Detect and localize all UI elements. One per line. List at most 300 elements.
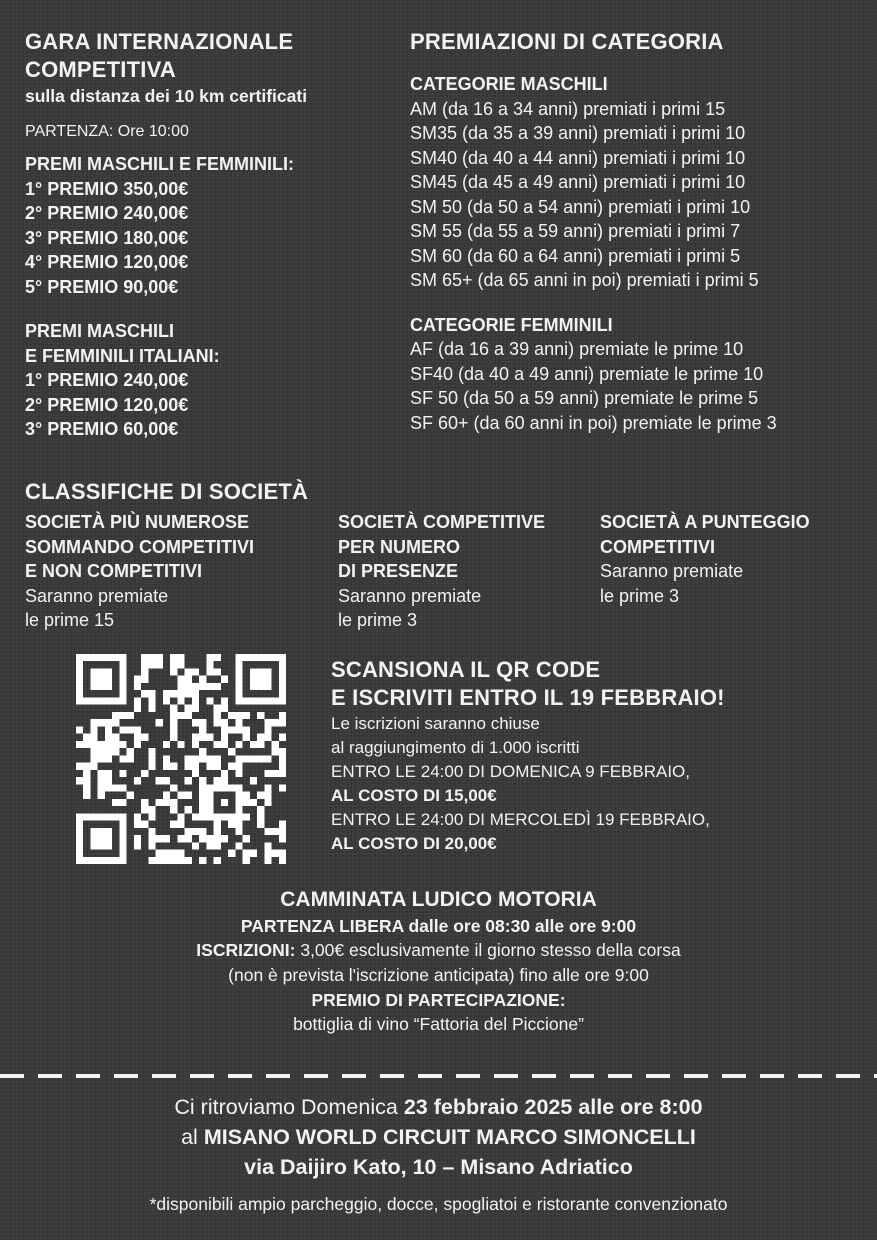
qr-module [250,777,257,784]
qr-module [272,654,279,661]
qr-module [257,676,264,683]
qr-module [76,763,83,770]
qr-module [228,850,235,857]
qr-module [163,741,170,748]
qr-module [221,697,228,704]
qr-module [90,813,97,820]
qr-module [105,676,112,683]
qr-module [134,683,141,690]
qr-module [83,792,90,799]
qr-module [119,668,126,675]
qr-module [250,697,257,704]
premi-mf-item: 2° PREMIO 240,00€ [25,203,189,223]
qr-module [272,850,279,857]
qr-module [163,835,170,842]
qr-module [98,697,105,704]
qr-module [177,741,184,748]
qr-module [134,705,141,712]
qr-module [170,690,177,697]
qr-module [112,857,119,864]
qr-module [221,726,228,733]
qr-module [279,755,286,762]
qr-module [264,784,271,791]
qr-module [119,784,126,791]
qr-module [279,683,286,690]
qr-module [90,668,97,675]
qr-module [156,850,163,857]
qr-module [112,654,119,661]
qr-module [279,850,286,857]
qr-module [90,697,97,704]
qr-module [192,734,199,741]
qr-module [83,734,90,741]
qr-module [235,697,242,704]
qr-module [199,726,206,733]
qr-module [206,806,213,813]
qr-module [192,697,199,704]
qr-module [177,712,184,719]
qr-module [264,734,271,741]
qr-module [119,828,126,835]
qr-module [98,857,105,864]
qr-module [141,654,148,661]
qr-module [141,821,148,828]
camminata-iscrizioni-note: (non è prevista l'iscrizione anticipata) fino alle ore 9:00 [228,965,649,985]
qr-module [98,748,105,755]
qr-module [177,835,184,842]
qr-module [98,741,105,748]
qr-module [206,842,213,849]
qr-module [214,719,221,726]
qr-module [148,755,155,762]
qr-module [206,654,213,661]
qr-module [199,683,206,690]
qr-module [243,734,250,741]
societa-col-numerose [25,510,254,633]
qr-module [98,683,105,690]
qr-module [105,770,112,777]
qr-module [192,770,199,777]
qr-module [134,741,141,748]
qr-module [228,748,235,755]
qr-module [119,857,126,864]
qr-module [206,755,213,762]
premi-mf-item: 3° PREMIO 180,00€ [25,227,189,248]
qr-module [272,719,279,726]
qr-module [257,755,264,762]
qr-module [221,784,228,791]
qr-module [243,697,250,704]
qr-module [185,763,192,770]
qr-module [185,806,192,813]
qr-module [221,734,228,741]
qr-module [163,697,170,704]
qr-module [134,835,141,842]
qr-module [243,726,250,733]
qr-module [134,842,141,849]
qr-module [214,821,221,828]
qr-module [235,661,242,668]
qr-module [76,835,83,842]
qr-module [235,719,242,726]
qr-module [221,835,228,842]
qr-module [199,799,206,806]
qr-module [199,719,206,726]
gara-section [25,28,395,442]
qr-module [250,799,257,806]
qr-module [264,654,271,661]
qr-module [76,777,83,784]
qr-module [214,813,221,820]
societa-heading: E NON COMPETITIVI [25,561,203,581]
qr-module [177,697,184,704]
footer-date [0,1092,877,1122]
qr-module [185,668,192,675]
qr-module [199,813,206,820]
qr-module [243,654,250,661]
qr-module [127,726,134,733]
qr-module [264,799,271,806]
qr-module [156,835,163,842]
qr-module [141,676,148,683]
camminata-premio-title: PREMIO DI PARTECIPAZIONE: [311,990,566,1010]
qr-module [279,668,286,675]
qr-module [105,857,112,864]
premi-it-title-line2: E FEMMINILI ITALIANI: [25,345,220,366]
qr-module [105,777,112,784]
societa-heading: COMPETITIVI [600,536,716,557]
qr-module [185,828,192,835]
qr-module [235,755,242,762]
gara-title-line1: GARA INTERNAZIONALE [25,29,294,54]
qr-module [148,654,155,661]
qr-module [257,792,264,799]
qr-module [156,799,163,806]
societa-heading: SOMMANDO COMPETITIVI [25,536,254,557]
societa-col-punteggio [600,510,810,608]
qr-module [119,676,126,683]
qr-module [228,821,235,828]
qr-module [127,748,134,755]
qr-module [257,806,264,813]
qr-module [98,719,105,726]
qr-module [98,654,105,661]
qr-module [221,799,228,806]
qr-module [76,726,83,733]
qr-module [170,668,177,675]
qr-module [83,857,90,864]
qr-module [279,690,286,697]
qr-module [170,654,177,661]
qr-module [148,857,155,864]
qr-module [98,842,105,849]
qr-module [257,712,264,719]
qr-module [163,792,170,799]
camminata-section [0,886,877,1037]
qr-module [243,835,250,842]
qr-module [90,857,97,864]
qr-module [148,690,155,697]
qr-module [170,821,177,828]
qr-module [243,813,250,820]
qr-module [170,661,177,668]
qr-module [199,777,206,784]
qr-module [141,661,148,668]
iscrizione-line: Le iscrizioni saranno chiuse [331,714,540,733]
qr-module [134,676,141,683]
premiazioni-section [410,28,870,435]
qr-module [257,734,264,741]
qr-module [163,690,170,697]
qr-module [235,676,242,683]
qr-module [105,755,112,762]
maschili-item: SM 55 (da 55 a 59 anni) premiati i primi 7 [410,221,741,241]
qr-module [214,683,221,690]
qr-module [214,755,221,762]
qr-module [83,741,90,748]
qr-module [83,784,90,791]
qr-module [170,784,177,791]
qr-module [170,799,177,806]
qr-module [141,734,148,741]
societa-heading: DI PRESENZE [338,561,459,581]
qr-module [98,676,105,683]
societa-section [25,478,865,630]
qr-module [76,828,83,835]
qr-module [105,828,112,835]
femminili-item: SF 60+ (da 60 anni in poi) premiate le prime 3 [410,412,777,433]
qr-module [105,741,112,748]
qr-module [264,792,271,799]
qr-module [264,842,271,849]
maschili-item: AM (da 16 a 34 anni) premiati i primi 15 [410,98,726,119]
qr-module [228,763,235,770]
qr-module [90,842,97,849]
qr-module [76,676,83,683]
qr-module [235,821,242,828]
societa-heading: PER NUMERO [338,536,461,557]
qr-module [98,755,105,762]
qr-module [119,770,126,777]
footer-section [0,1092,877,1216]
qr-module [127,792,134,799]
footer-date-value: 23 febbraio 2025 alle ore 8:00 [403,1095,703,1119]
societa-text: le prime 3 [600,585,680,606]
qr-module [279,712,286,719]
qr-module [199,748,206,755]
qr-module [119,755,126,762]
qr-module [90,755,97,762]
qr-module [250,654,257,661]
qr-module [199,755,206,762]
qr-module [192,828,199,835]
qr-module [148,842,155,849]
qr-module [156,661,163,668]
qr-module [228,784,235,791]
qr-module [243,850,250,857]
qr-module [90,828,97,835]
qr-module [279,857,286,864]
qr-module [105,683,112,690]
qr-module [264,857,271,864]
qr-module [177,661,184,668]
qr-module [235,799,242,806]
qr-module [257,821,264,828]
qr-module [156,719,163,726]
qr-module [243,799,250,806]
societa-text: Saranno premiate [338,585,482,606]
qr-module [214,777,221,784]
qr-module [141,770,148,777]
qr-module [250,850,257,857]
qr-module [148,763,155,770]
qr-module [250,755,257,762]
qr-module [177,690,184,697]
qr-module [264,676,271,683]
qr-module [90,719,97,726]
qr-module [170,726,177,733]
qr-module [112,799,119,806]
qr-module [235,770,242,777]
qr-module [105,719,112,726]
qr-module [221,719,228,726]
footer-venue-name: MISANO WORLD CIRCUIT MARCO SIMONCELLI [203,1125,696,1149]
qr-module [257,741,264,748]
qr-module [243,792,250,799]
societa-title: CLASSIFICHE DI SOCIETÀ [25,479,309,504]
qr-module [185,755,192,762]
qr-module [214,857,221,864]
qr-module [170,763,177,770]
qr-module [119,726,126,733]
qr-module [250,668,257,675]
qr-module [185,690,192,697]
qr-module [279,828,286,835]
premi-it-title-line1: PREMI MASCHILI [25,321,175,341]
qr-module [119,712,126,719]
qr-module [264,828,271,835]
qr-module [134,734,141,741]
qr-module [235,726,242,733]
qr-module [83,777,90,784]
qr-module [105,842,112,849]
qr-module [279,821,286,828]
qr-module [264,850,271,857]
qr-module [214,705,221,712]
qr-module [235,813,242,820]
qr-module [148,661,155,668]
qr-module [119,799,126,806]
qr-module [163,777,170,784]
qr-module [185,676,192,683]
qr-module [243,755,250,762]
footer-venue [0,1122,877,1152]
maschili-item: SM 65+ (da 65 anni in poi) premiati i primi 5 [410,270,759,290]
qr-module [279,770,286,777]
qr-module [134,777,141,784]
qr-module [185,835,192,842]
iscrizione-title-line1: SCANSIONA IL QR CODE [331,657,601,682]
qr-module [112,784,119,791]
qr-module [163,763,170,770]
qr-module [76,850,83,857]
qr-module [134,821,141,828]
gara-title-line2: COMPETITIVA [25,57,176,82]
qr-module [221,676,228,683]
qr-module [235,806,242,813]
qr-module [279,661,286,668]
qr-module [90,676,97,683]
qr-module [105,748,112,755]
societa-text: Saranno premiate [600,561,744,581]
qr-module [250,676,257,683]
qr-module [141,806,148,813]
qr-module [214,763,221,770]
premi-it-item: 1° PREMIO 240,00€ [25,370,189,390]
qr-module [235,763,242,770]
dashed-divider [0,1066,877,1072]
qr-module [112,813,119,820]
camminata-iscrizioni [0,938,877,963]
qr-module [250,741,257,748]
camminata-iscrizioni-label: ISCRIZIONI: [196,940,296,960]
qr-module [156,857,163,864]
qr-module [235,668,242,675]
camminata-premio-text: bottiglia di vino “Fattoria del Piccione” [293,1014,584,1034]
camminata-iscrizioni-text: 3,00€ esclusivamente il giorno stesso della corsa [295,940,681,960]
qr-module [279,748,286,755]
qr-module [105,668,112,675]
qr-module [264,755,271,762]
maschili-item: SM 60 (da 60 a 64 anni) premiati i primi 5 [410,245,741,266]
qr-module [221,741,228,748]
qr-module [90,654,97,661]
qr-module [105,654,112,661]
qr-module [90,683,97,690]
qr-module [221,770,228,777]
qr-module [141,690,148,697]
qr-module [272,770,279,777]
qr-module [235,842,242,849]
premiazioni-title: PREMIAZIONI DI CATEGORIA [410,29,724,54]
qr-code[interactable] [76,654,286,864]
qr-module [279,784,286,791]
qr-module [192,813,199,820]
maschili-item: SM40 (da 40 a 44 anni) premiati i primi 10 [410,147,746,168]
qr-module [206,683,213,690]
qr-module [112,741,119,748]
qr-module [98,784,105,791]
qr-module [141,668,148,675]
qr-module [214,654,221,661]
qr-module [192,705,199,712]
qr-module [279,835,286,842]
qr-module [243,857,250,864]
qr-module [243,712,250,719]
qr-module [163,799,170,806]
qr-module [112,748,119,755]
qr-module [141,799,148,806]
qr-module [98,668,105,675]
qr-module [206,734,213,741]
iscrizione-title-line2: E ISCRIVITI ENTRO IL 19 FEBBRAIO! [331,685,725,710]
qr-module [257,683,264,690]
qr-module [192,719,199,726]
qr-module [199,835,206,842]
qr-module [90,748,97,755]
qr-module [148,697,155,704]
qr-module [98,835,105,842]
